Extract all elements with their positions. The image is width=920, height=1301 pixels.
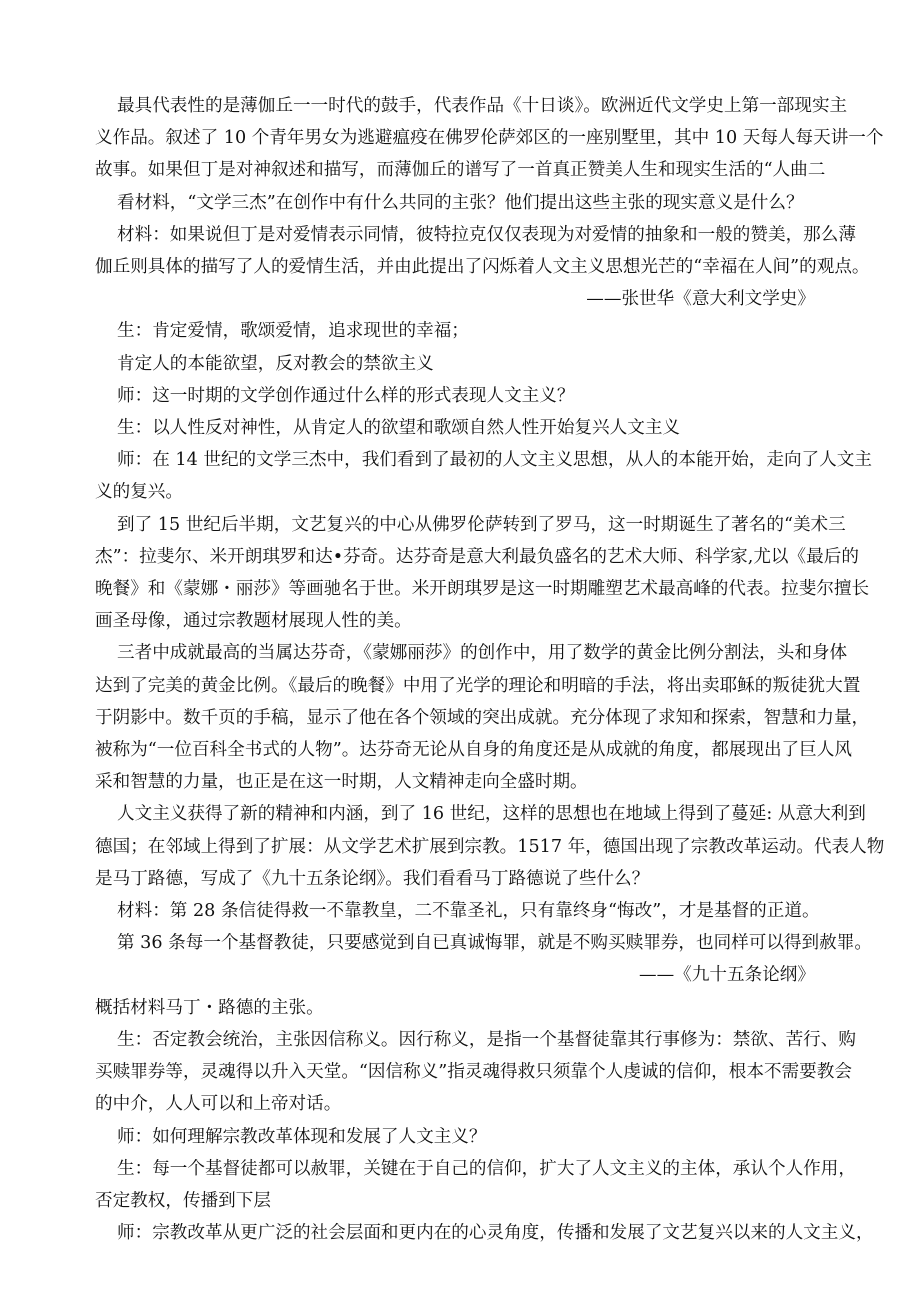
text-line: 到了 15 世纪后半期，文艺复兴的中心从佛罗伦萨转到了罗马，这一时期诞生了著名的“美术三 <box>117 514 846 535</box>
text-line: 三者中成就最高的当属达芬奇，《蒙娜丽莎》的创作中，用了数学的黄金比例分割法，头和身体 <box>117 643 848 664</box>
text-line: 杰”：拉斐尔、米开朗琪罗和达•芬奇。达芬奇是意大利最负盛名的艺术大师、科学家,尤以《最后的 <box>95 546 859 567</box>
paragraph-luther-prompt <box>95 992 849 1024</box>
text-line: 第 36 条每一个基督教徒，只要感觉到自已真诚悔罪，就是不购买赎罪券，也同样可以得到赦罪。 <box>117 933 872 954</box>
text-line: 于阴影中。数千页的手稿，显示了他在各个领域的突出成就。充分体现了求知和探索，智慧和力量， <box>95 707 870 728</box>
text-line: 人文主义获得了新的精神和内涵，到了 16 世纪，这样的思想也在地域上得到了蔓延: 从意大利到 <box>117 804 866 825</box>
document-page <box>95 90 885 1249</box>
text-line: 义作品。叙述了 10 个青年男女为逃避瘟疫在佛罗伦萨郊区的一座别墅里，其中 10 天每人每天讲一个 <box>95 128 884 149</box>
text-line: 生：肯定爱情，歌颂爱情，追求现世的幸福； <box>117 321 469 342</box>
paragraph-teacher-question-2 <box>117 1121 849 1153</box>
paragraph-student-answer-4 <box>95 1024 856 1121</box>
text-line: 师：这一时期的文学创作通过什么样的形式表现人文主义？ <box>117 385 575 406</box>
text-line: 师：如何理解宗教改革体现和发展了人文主义？ <box>117 1126 487 1147</box>
paragraph-teacher-summary-2 <box>117 1217 874 1249</box>
paragraph-student-answer-5 <box>95 1153 856 1217</box>
text-line: 晚餐》和《蒙娜・丽莎》等画驰名于世。米开朗琪罗是这一时期雕塑艺术最高峰的代表。拉斐尔擅长 <box>95 579 870 600</box>
text-line: 达到了完美的黄金比例。《最后的晚餐》中用了光学的理论和明暗的手法，将出卖耶稣的叛徒犹大置 <box>95 675 861 696</box>
text-line: 是马丁路德，写成了《九十五条论纲》。我们看看马丁路德说了些什么？ <box>95 868 650 889</box>
text-line: 被称为“一位百科全书式的人物”。达芬奇无论从自身的角度还是从成就的角度，都展现出了巨人风 <box>95 740 852 761</box>
paragraph-student-answer-1 <box>117 315 849 347</box>
text-line: 生：以人性反对神性，从肯定人的欲望和歌颂自然人性开始复兴人文主义 <box>117 418 681 439</box>
text-line: 生：每一个基督徒都可以赦罪，关键在于自己的信仰，扩大了人文主义的主体，承认个人作用， <box>117 1158 856 1179</box>
text-line: 材料：第 28 条信徒得救一不靠教皇，二不靠圣礼，只有靠终身“悔改”，才是基督的正道。 <box>117 901 820 922</box>
paragraph-reformation <box>95 798 885 895</box>
text-line: 肯定人的本能欲望，反对教会的禁欲主义 <box>117 353 434 374</box>
text-line: 师：在 14 世纪的文学三杰中，我们看到了最初的人文主义思想，从人的本能开始，走向了人文主 <box>117 450 872 471</box>
paragraph-thesis-36 <box>117 927 872 959</box>
text-line: 最具代表性的是薄伽丘一一时代的鼓手，代表作品《十日谈》。欧洲近代文学史上第一部现实主 <box>117 96 848 116</box>
text-line: 画圣母像，通过宗教题材展现人性的美。 <box>95 611 412 632</box>
text-line: 的中介，人人可以和上帝对话。 <box>95 1094 342 1115</box>
paragraph-student-answer-2 <box>117 348 849 380</box>
text-line: 伽丘则具体的描写了人的爱情生活，并由此提出了闪烁着人文主义思想光芒的“幸福在人间”的观点。 <box>95 257 870 278</box>
text-line: 义的复兴。 <box>95 482 183 503</box>
text-line: 材料：如果说但丁是对爱情表示同情，彼特拉克仅仅表现为对爱情的抽象和一般的赞美，那么薄 <box>117 224 856 245</box>
text-line: 采和智慧的力量，也正是在这一时期，人文精神走向全盛时期。 <box>95 772 588 793</box>
paragraph-question-three-masters <box>117 187 849 219</box>
text-line: 德国；在邻域上得到了扩展：从文学艺术扩展到宗教。1517 年，德国出现了宗教改革运动。代表人物 <box>95 836 885 857</box>
paragraph-student-answer-3 <box>117 412 849 444</box>
text-line: 否定教权，传播到下层 <box>95 1190 271 1211</box>
text-line: 概括材料马丁・路德的主张。 <box>95 997 324 1018</box>
text-line: 故事。如果但丁是对神叙述和描写，而薄伽丘的谱写了一首真正赞美人生和现实生活的“人曲二 <box>95 160 826 181</box>
paragraph-da-vinci <box>95 637 870 798</box>
paragraph-thesis-28 <box>117 895 849 927</box>
paragraph-material-love <box>95 219 870 283</box>
text-line: 师：宗教改革从更广泛的社会层面和更内在的心灵角度，传播和发展了文艺复兴以来的人文主义， <box>117 1223 874 1244</box>
text-line: 看材料，“文学三杰”在创作中有什么共同的主张？他们提出这些主张的现实意义是什么？ <box>117 192 804 213</box>
source-citation: ——张世华《意大利文学史》 <box>586 289 815 310</box>
paragraph-boccaccio <box>95 90 884 187</box>
text-line: 买赎罪券等，灵魂得以升入天堂。“因信称义”指灵魂得救只须靠个人虔诚的信仰，根本不需要教会 <box>95 1062 852 1083</box>
source-citation: ——《九十五条论纲》 <box>639 965 815 986</box>
paragraph-teacher-question-1 <box>117 380 849 412</box>
text-line: 生：否定教会统治，主张因信称义。因行称义，是指一个基督徒靠其行事修为：禁欲、苦行、购 <box>117 1029 856 1050</box>
paragraph-art-three-masters <box>95 509 870 638</box>
paragraph-teacher-summary-1 <box>95 444 872 508</box>
